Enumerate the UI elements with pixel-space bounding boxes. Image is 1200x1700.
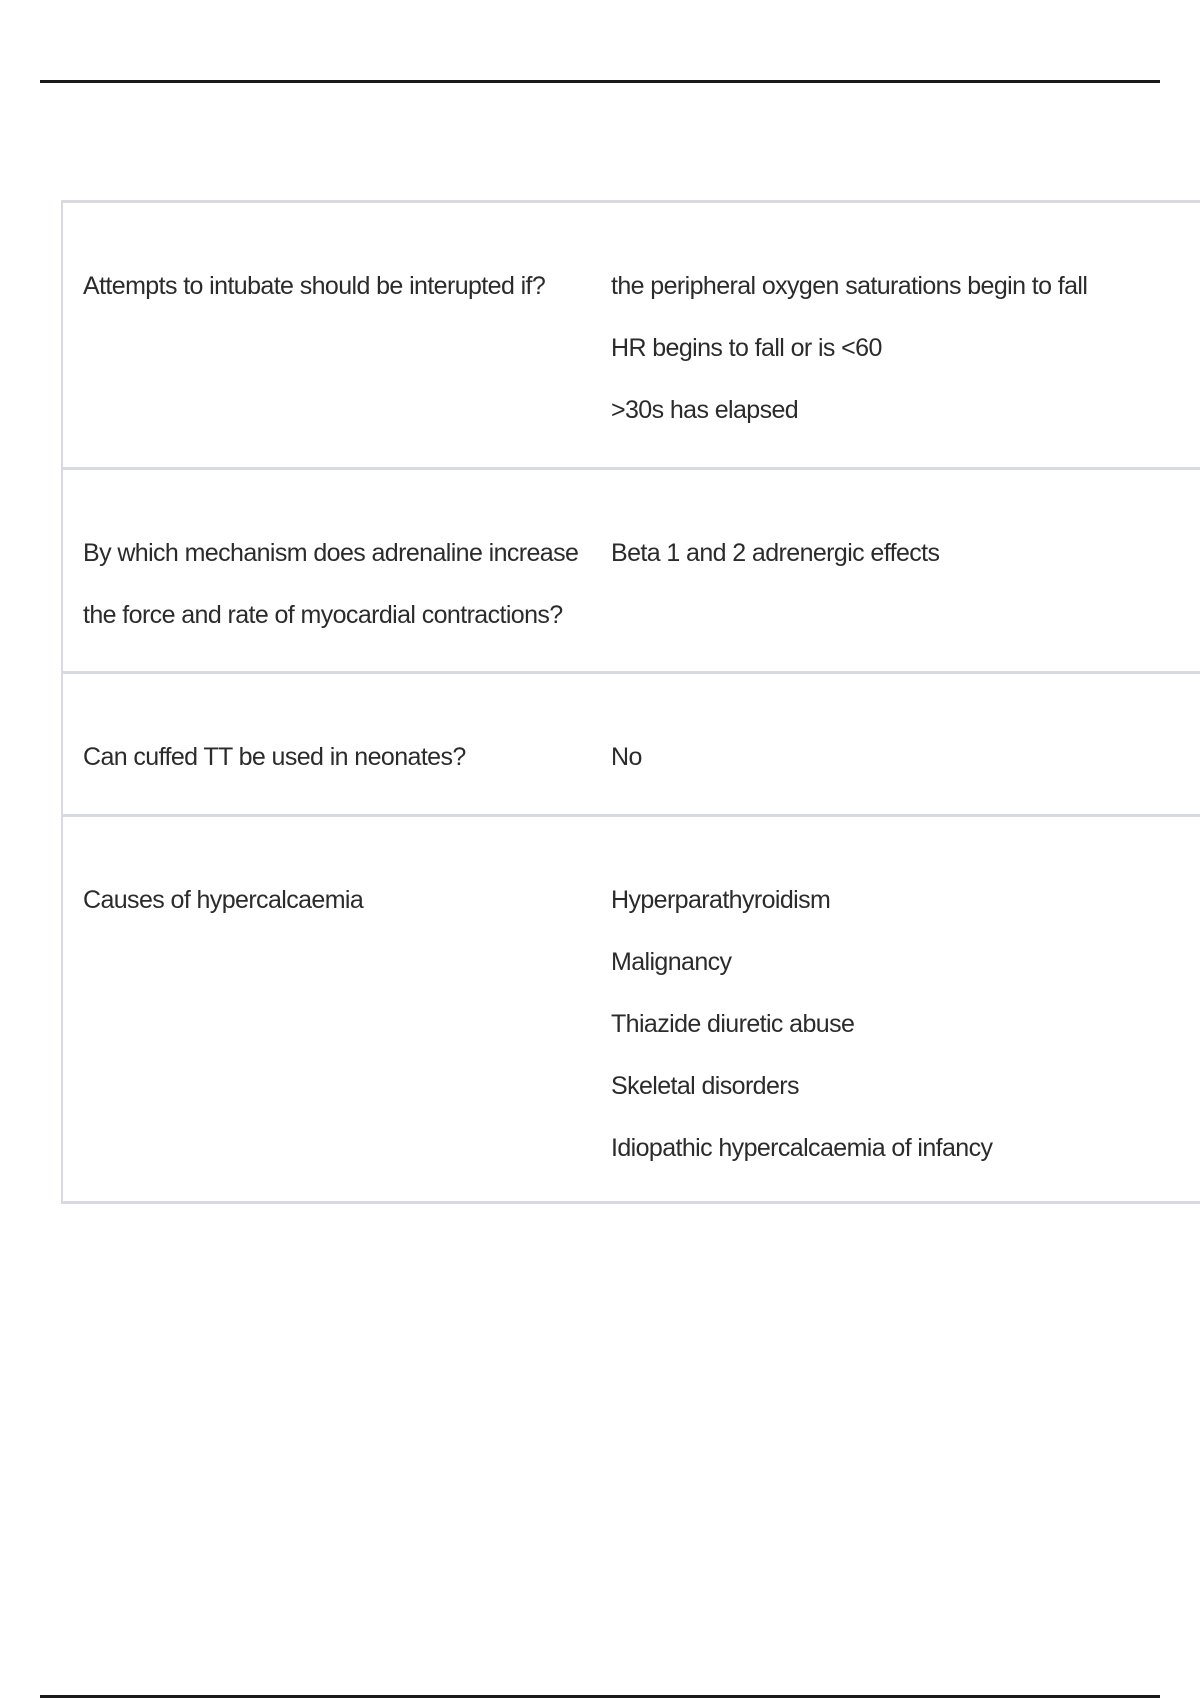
- card-row: [63, 817, 1200, 1204]
- card-term-text: By which mechanism does adrenaline increase the force and rate of myocardial contractions?: [83, 539, 579, 629]
- card-row: [63, 470, 1200, 674]
- card-term: [63, 470, 611, 671]
- card-row: [63, 674, 1200, 817]
- header-rule: [40, 80, 1160, 83]
- definition-line: HR begins to fall or is <60: [611, 334, 882, 362]
- definition-line: No: [611, 743, 642, 771]
- definition-line: Hyperparathyroidism: [611, 886, 831, 914]
- card-term-text: Can cuffed TT be used in neonates?: [83, 743, 466, 771]
- card-term: [63, 817, 611, 1201]
- definition-line: Thiazide diuretic abuse: [611, 1010, 855, 1038]
- card-row: [63, 203, 1200, 470]
- card-term: [63, 674, 611, 814]
- definition-line: the peripheral oxygen saturations begin to fall: [611, 272, 1088, 300]
- card-term-text: Causes of hypercalcaemia: [83, 886, 364, 914]
- card-definition: [611, 203, 1200, 467]
- card-term: [63, 203, 611, 467]
- definition-line: Skeletal disorders: [611, 1072, 799, 1100]
- definition-line: Beta 1 and 2 adrenergic effects: [611, 539, 940, 567]
- card-definition: [611, 817, 1200, 1201]
- card-definition: [611, 470, 1200, 671]
- card-definition: [611, 674, 1200, 814]
- definition-line: Malignancy: [611, 948, 732, 976]
- flashcard-table: [61, 200, 1200, 1204]
- footer-rule: [40, 1695, 1160, 1698]
- definition-line: Idiopathic hypercalcaemia of infancy: [611, 1134, 993, 1162]
- card-term-text: Attempts to intubate should be interupted if?: [83, 272, 546, 300]
- definition-line: >30s has elapsed: [611, 396, 799, 424]
